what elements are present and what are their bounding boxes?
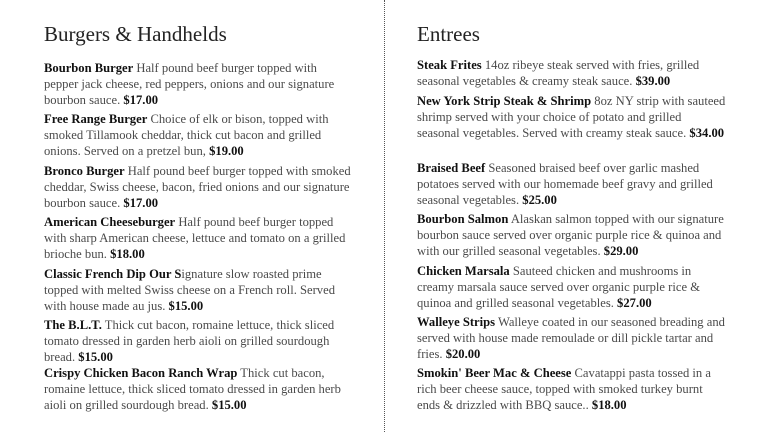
item-price: $27.00: [617, 296, 652, 310]
item-desc: ignature slow roasted prime topped with melted Swiss cheese on a French roll. Served with house made au jus.: [44, 267, 335, 313]
menu-item: [417, 263, 727, 311]
item-desc: Alaskan salmon topped with our signature bourbon sauce served over organic purple rice & quinoa and with our grilled seasonal vegetables.: [417, 212, 724, 258]
item-price: $29.00: [603, 244, 639, 258]
item-price: $15.00: [211, 398, 247, 412]
item-price: $25.00: [522, 193, 557, 207]
item-name: Classic French Dip Our S: [44, 267, 182, 281]
item-desc: 8oz NY strip with sauteed shrimp served with your choice of potato and grilled seasonal vegetables. Served with creamy steak sauce.: [417, 94, 726, 140]
item-name: Free Range Burger: [44, 112, 148, 126]
item-price: $18.00: [591, 398, 627, 412]
menu-item: [417, 365, 727, 413]
item-price: $17.00: [123, 93, 159, 107]
item-desc: Sauteed chicken and mushrooms in creamy marsala sauce served over organic purple rice & quinoa and grilled seasonal vegetables.: [417, 264, 700, 310]
item-name: Crispy Chicken Bacon Ranch Wrap: [44, 366, 238, 380]
menu-item: [417, 314, 727, 362]
item-desc: Half pound beef burger topped with smoked cheddar, Swiss cheese, bacon, fried onions and our signature bourbon sauce.: [44, 164, 351, 210]
section-heading: Burgers & Handhelds: [44, 22, 227, 46]
item-price: $15.00: [78, 350, 113, 364]
menu-item: [44, 111, 354, 159]
menu-item: [417, 57, 727, 89]
item-desc: Cavatappi pasta tossed in a rich beer cheese sauce, topped with smoked turkey burnt ends & drizzled with BBQ sauce..: [417, 366, 711, 412]
item-name: Bronco Burger: [44, 164, 125, 178]
item-price: $15.00: [168, 299, 204, 313]
item-name: Bourbon Burger: [44, 61, 134, 75]
item-price: $18.00: [110, 247, 145, 261]
column-divider: [384, 0, 385, 432]
item-desc: Half pound beef burger topped with sharp American cheese, lettuce and tomato on a grilled brioche bun.: [44, 215, 346, 261]
item-price: $39.00: [635, 74, 671, 88]
item-name: Steak Frites: [417, 58, 482, 72]
menu-item: [417, 160, 727, 208]
item-price: $17.00: [123, 196, 159, 210]
menu-item: [44, 266, 354, 314]
item-price: $19.00: [209, 144, 244, 158]
item-name: American Cheeseburger: [44, 215, 176, 229]
menu-item: [44, 214, 354, 262]
menu-item: [44, 60, 354, 108]
section-heading: Entrees: [417, 22, 480, 46]
item-desc: 14oz ribeye steak served with fries, grilled seasonal vegetables & creamy steak sauce.: [417, 58, 700, 88]
item-name: Smokin' Beer Mac & Cheese: [417, 366, 572, 380]
menu-item: [44, 163, 354, 211]
item-desc: Half pound beef burger topped with pepper jack cheese, red peppers, onions and our signature bourbon sauce.: [44, 61, 335, 107]
item-desc: Thick cut bacon, romaine lettuce, thick sliced tomato dressed in garden herb aioli on grilled sourdough bread.: [44, 366, 341, 412]
menu-item: [44, 317, 354, 365]
item-price: $34.00: [689, 126, 725, 140]
menu-item: [417, 93, 727, 141]
item-name: Bourbon Salmon: [417, 212, 509, 226]
item-name: New York Strip Steak & Shrimp: [417, 94, 592, 108]
item-price: $20.00: [445, 347, 481, 361]
item-name: Chicken Marsala: [417, 264, 510, 278]
item-desc: Thick cut bacon, romaine lettuce, thick sliced tomato dressed in garden herb aioli on grilled sourdough bread.: [44, 318, 335, 364]
menu-item: [417, 211, 727, 259]
item-desc: Choice of elk or bison, topped with smoked Tillamook cheddar, thick cut bacon and grilled onions. Served on a pretzel bun,: [44, 112, 329, 158]
item-desc: Seasoned braised beef over garlic mashed potatoes served with our homemade beef gravy and grilled seasonal vegetables.: [417, 161, 713, 207]
item-name: Walleye Strips: [417, 315, 496, 329]
item-name: The B.L.T.: [44, 318, 102, 332]
item-desc: Walleye coated in our seasoned breading and served with house made remoulade or dill pickle tartar and fries.: [417, 315, 725, 361]
item-name: Braised Beef: [417, 161, 486, 175]
menu-item: [44, 365, 354, 413]
